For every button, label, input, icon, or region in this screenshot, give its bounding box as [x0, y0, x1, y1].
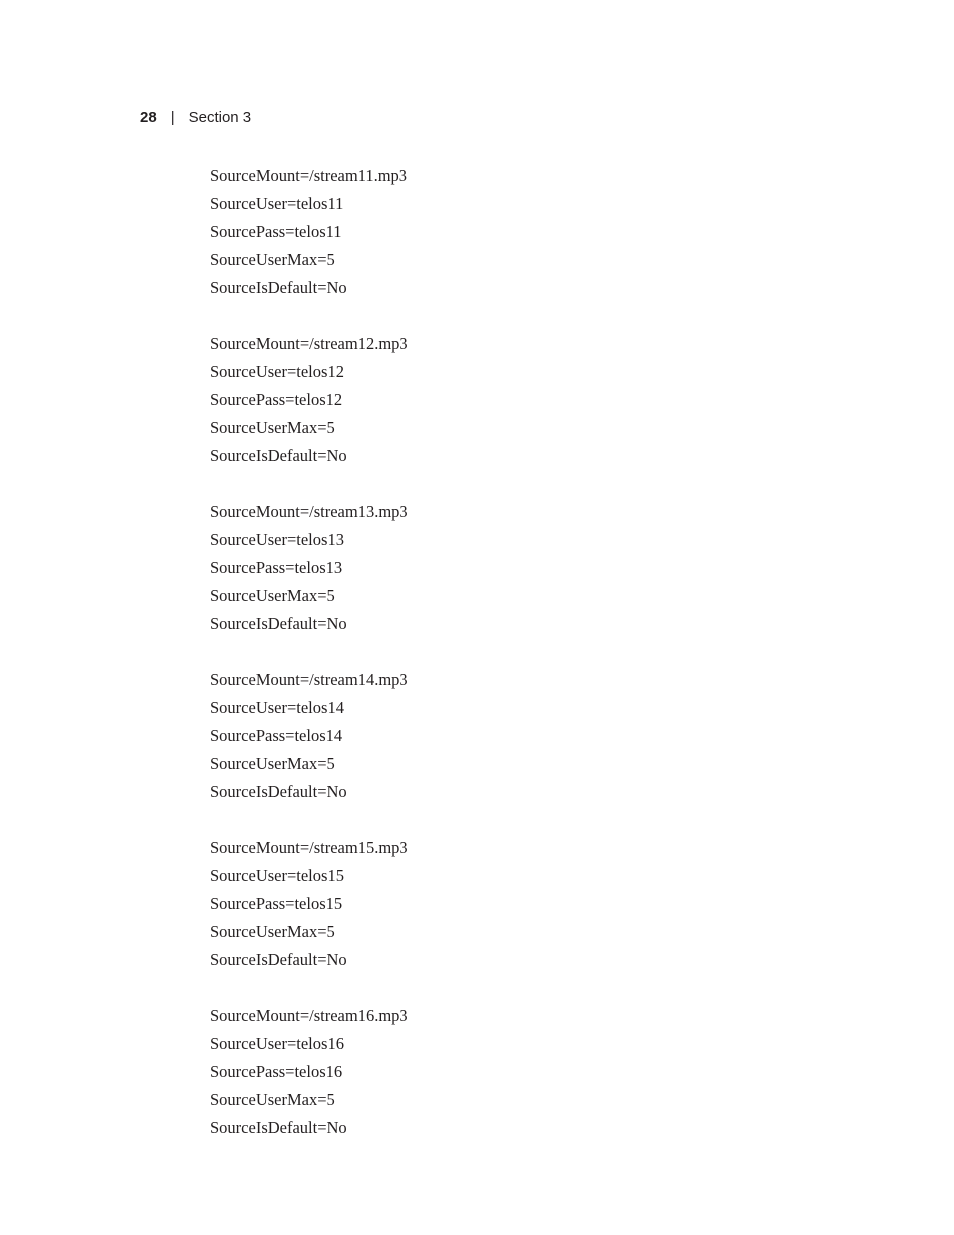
source-usermax-line: SourceUserMax=5 — [210, 418, 335, 437]
source-config-block — [210, 162, 408, 302]
source-config-block — [210, 1002, 408, 1142]
source-usermax-line: SourceUserMax=5 — [210, 754, 335, 773]
source-mount-line: SourceMount=/stream13.mp3 — [210, 502, 408, 521]
source-user-line: SourceUser=telos14 — [210, 698, 344, 717]
source-isdefault-line: SourceIsDefault=No — [210, 614, 347, 633]
source-mount-line: SourceMount=/stream16.mp3 — [210, 1006, 408, 1025]
source-usermax-line: SourceUserMax=5 — [210, 250, 335, 269]
source-mount-line: SourceMount=/stream12.mp3 — [210, 334, 408, 353]
source-isdefault-line: SourceIsDefault=No — [210, 278, 347, 297]
source-usermax-line: SourceUserMax=5 — [210, 586, 335, 605]
source-config-block — [210, 330, 408, 470]
source-isdefault-line: SourceIsDefault=No — [210, 446, 347, 465]
source-pass-line: SourcePass=telos15 — [210, 894, 343, 913]
source-mount-line: SourceMount=/stream14.mp3 — [210, 670, 408, 689]
header-separator: | — [170, 109, 175, 126]
source-user-line: SourceUser=telos15 — [210, 866, 344, 885]
source-pass-line: SourcePass=telos16 — [210, 1062, 343, 1081]
source-pass-line: SourcePass=telos11 — [210, 222, 342, 241]
source-config-block — [210, 834, 408, 974]
source-user-line: SourceUser=telos13 — [210, 530, 344, 549]
section-title: Section 3 — [188, 109, 252, 126]
source-mount-line: SourceMount=/stream15.mp3 — [210, 838, 408, 857]
source-user-line: SourceUser=telos16 — [210, 1034, 344, 1053]
source-usermax-line: SourceUserMax=5 — [210, 1090, 335, 1109]
config-listing — [210, 162, 408, 1170]
source-user-line: SourceUser=telos12 — [210, 362, 344, 381]
source-isdefault-line: SourceIsDefault=No — [210, 782, 347, 801]
source-pass-line: SourcePass=telos12 — [210, 390, 343, 409]
source-isdefault-line: SourceIsDefault=No — [210, 950, 347, 969]
source-isdefault-line: SourceIsDefault=No — [210, 1118, 347, 1137]
source-config-block — [210, 498, 408, 638]
source-user-line: SourceUser=telos11 — [210, 194, 344, 213]
source-usermax-line: SourceUserMax=5 — [210, 922, 335, 941]
source-pass-line: SourcePass=telos14 — [210, 726, 343, 745]
source-config-block — [210, 666, 408, 806]
page-number: 28 — [140, 109, 157, 126]
source-pass-line: SourcePass=telos13 — [210, 558, 343, 577]
source-mount-line: SourceMount=/stream11.mp3 — [210, 166, 408, 185]
running-header — [140, 108, 251, 128]
